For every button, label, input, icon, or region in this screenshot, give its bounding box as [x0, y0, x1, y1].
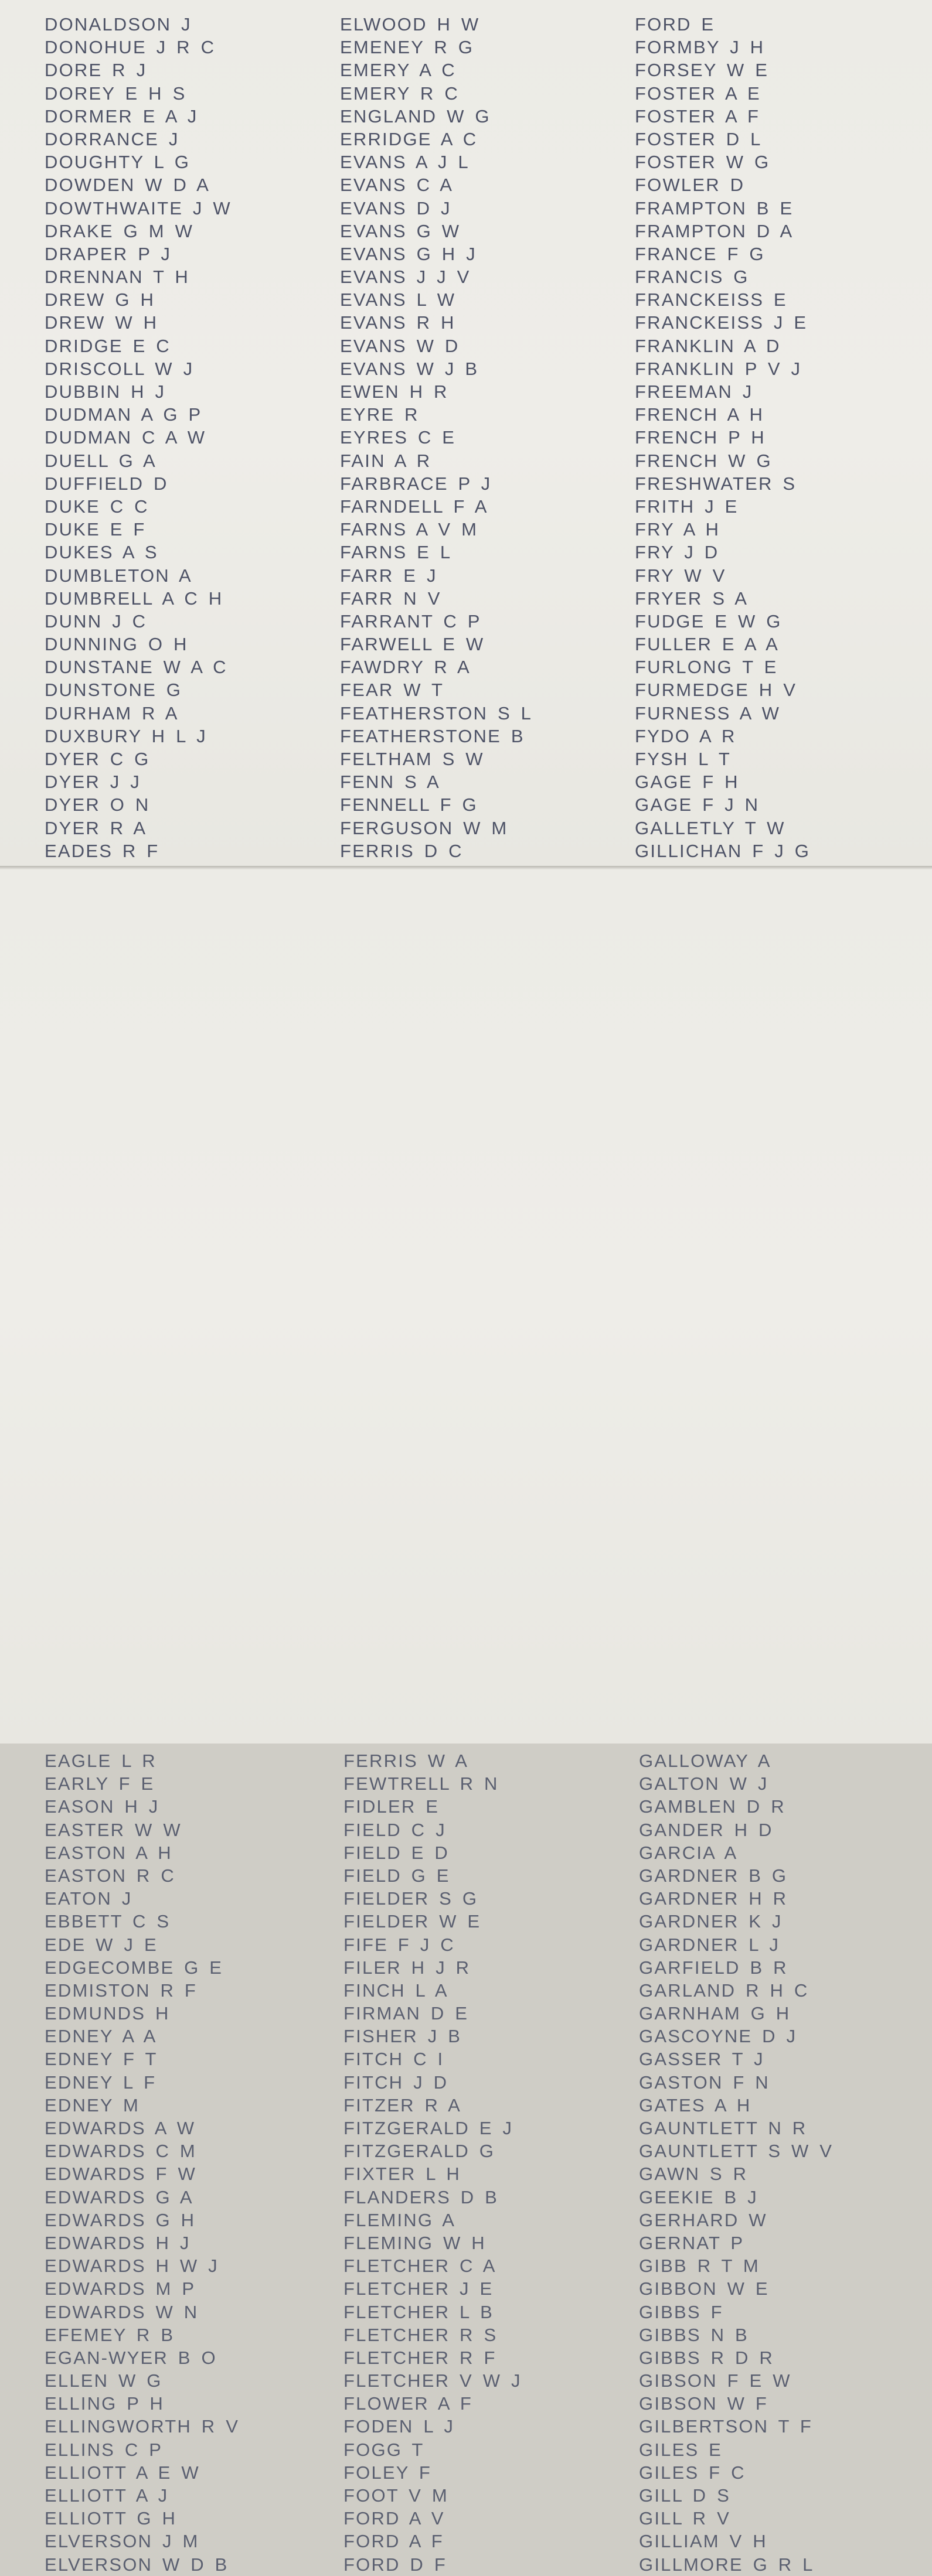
engraved-name: FOLEY F [343, 2462, 432, 2483]
engraved-name: GIBB R T M [639, 2256, 760, 2277]
engraved-name: EBBETT C S [45, 1911, 171, 1932]
engraved-name: EATON J [45, 1888, 132, 1909]
engraved-name: DUKE C C [45, 496, 149, 517]
engraved-name: EVANS D J [340, 197, 451, 219]
engraved-name: FRANCIS G [635, 267, 749, 288]
engraved-name: EDGECOMBE G E [45, 1957, 223, 1978]
engraved-name: FLETCHER V W J [343, 2370, 522, 2391]
engraved-name: DUDMAN A G P [45, 404, 202, 425]
name-column [635, 13, 810, 862]
engraved-name: FRENCH W G [635, 450, 772, 471]
engraved-name: GERNAT P [639, 2232, 744, 2253]
engraved-name: GARFIELD B R [639, 1957, 788, 1978]
engraved-name: FRY W V [635, 565, 726, 586]
engraved-name: FEATHERSTON S L [340, 702, 533, 724]
engraved-name: FITCH J D [343, 2072, 448, 2093]
engraved-name: FEAR W T [340, 680, 444, 701]
engraved-name: GARLAND R H C [639, 1980, 809, 2001]
engraved-name: EVANS C A [340, 175, 454, 196]
engraved-name: FLEMING A [343, 2209, 456, 2230]
engraved-name: FRENCH P H [635, 427, 766, 448]
engraved-name: ELLING P H [45, 2393, 165, 2414]
engraved-name: GILL R V [639, 2508, 730, 2529]
engraved-name: EVANS A J L [340, 152, 470, 173]
engraved-name: DYER O N [45, 794, 150, 816]
engraved-name: DUKE E F [45, 519, 146, 540]
engraved-name: GIBSON W F [639, 2393, 768, 2414]
engraved-name: DUNN J C [45, 610, 147, 632]
engraved-name: GASCOYNE D J [639, 2026, 797, 2047]
engraved-name: DURHAM R A [45, 702, 179, 724]
engraved-name: DUMBRELL A C H [45, 588, 223, 609]
engraved-name: FARR N V [340, 588, 441, 609]
engraved-name: EASTON A H [45, 1842, 172, 1863]
engraved-name: EDE W J E [45, 1934, 158, 1955]
engraved-name: FINCH L A [343, 1980, 448, 2001]
engraved-name: FLETCHER L B [343, 2301, 494, 2322]
engraved-name: DRAPER P J [45, 243, 172, 264]
engraved-name: FIELDER S G [343, 1888, 478, 1909]
engraved-name: FENNELL F G [340, 794, 478, 816]
engraved-name: EVANS J J V [340, 267, 471, 288]
name-column [343, 1749, 522, 2576]
engraved-name: EVANS G H J [340, 243, 477, 264]
engraved-name: FLETCHER R S [343, 2324, 498, 2345]
engraved-name: FRENCH A H [635, 404, 764, 425]
engraved-name: ELLIOTT A J [45, 2485, 169, 2506]
engraved-name: DYER J J [45, 772, 141, 793]
engraved-name: EYRE R [340, 404, 419, 425]
engraved-name: GARDNER L J [639, 1934, 780, 1955]
engraved-name: EDWARDS G H [45, 2209, 196, 2230]
engraved-name: DUFFIELD D [45, 473, 168, 494]
engraved-name: DOWTHWAITE J W [45, 197, 232, 219]
engraved-name: GARDNER B G [639, 1865, 788, 1886]
engraved-name: DOREY E H S [45, 83, 186, 104]
engraved-name: DUMBLETON A [45, 565, 192, 586]
engraved-name: FLEMING W H [343, 2232, 486, 2253]
engraved-name: FERRIS W A [343, 1751, 469, 1771]
engraved-name: GILLIAM V H [639, 2531, 767, 2552]
engraved-name: GAGE F H [635, 772, 739, 793]
engraved-name: GATES A H [639, 2094, 751, 2116]
engraved-name: FORMBY J H [635, 37, 765, 58]
engraved-name: EWEN H R [340, 381, 448, 402]
engraved-name: GANDER H D [639, 1819, 773, 1840]
engraved-name: FILER H J R [343, 1957, 471, 1978]
engraved-name: EDNEY A A [45, 2026, 157, 2047]
engraved-name: ELLIOTT G H [45, 2508, 177, 2529]
engraved-name: GIBSON F E W [639, 2370, 791, 2391]
engraved-name: EASTON R C [45, 1865, 175, 1886]
engraved-name: GILES E [639, 2439, 723, 2460]
engraved-name: EMERY A C [340, 60, 456, 81]
engraved-name: FULLER E A A [635, 634, 780, 655]
engraved-name: FITCH C I [343, 2049, 444, 2070]
engraved-name: EDWARDS H J [45, 2232, 191, 2253]
engraved-name: EDNEY M [45, 2094, 140, 2116]
engraved-name: DUKES A S [45, 542, 158, 563]
engraved-name: FARR E J [340, 565, 437, 586]
engraved-name: FRY J D [635, 542, 719, 563]
engraved-name: ELLIOTT A E W [45, 2462, 200, 2483]
engraved-name: GALLETLY T W [635, 817, 785, 838]
engraved-name: ELVERSON J M [45, 2531, 199, 2552]
engraved-name: FRANKLIN A D [635, 335, 781, 356]
engraved-name: EDMISTON R F [45, 1980, 198, 2001]
engraved-name: GAUNTLETT N R [639, 2118, 807, 2138]
engraved-name: EFEMEY R B [45, 2324, 175, 2345]
engraved-name: FISHER J B [343, 2026, 462, 2047]
engraved-name: DORRANCE J [45, 128, 179, 149]
engraved-name: GERHARD W [639, 2209, 767, 2230]
engraved-name: EDNEY L F [45, 2072, 157, 2093]
engraved-name: EGAN-WYER B O [45, 2347, 217, 2368]
engraved-name: FORD E [635, 14, 715, 35]
engraved-name: DRENNAN T H [45, 267, 189, 288]
engraved-name: EDWARDS C M [45, 2141, 196, 2162]
engraved-name: FYSH L T [635, 749, 731, 769]
engraved-name: EDWARDS F W [45, 2164, 196, 2185]
engraved-name: GIBBS N B [639, 2324, 749, 2345]
engraved-name: GILBERTSON T F [639, 2416, 813, 2437]
engraved-name: FARNDELL F A [340, 496, 488, 517]
engraved-name: FOSTER D L [635, 128, 762, 149]
engraved-name: EASTER W W [45, 1819, 182, 1840]
plaque-panel-top [0, 0, 932, 866]
engraved-name: GAWN S R [639, 2164, 748, 2185]
engraved-name: FIELD E D [343, 1842, 449, 1863]
engraved-name: EYRES C E [340, 427, 456, 448]
engraved-name: EMERY R C [340, 83, 459, 104]
engraved-name: GAGE F J N [635, 794, 760, 816]
engraved-name: GALLOWAY A [639, 1751, 771, 1771]
engraved-name: FEWTRELL R N [343, 1773, 499, 1794]
engraved-name: FOSTER A E [635, 83, 761, 104]
engraved-name: FORSEY W E [635, 60, 769, 81]
engraved-name: FARNS E L [340, 542, 452, 563]
engraved-name: GASSER T J [639, 2049, 764, 2070]
engraved-name: DOUGHTY L G [45, 152, 191, 173]
engraved-name: FELTHAM S W [340, 749, 484, 769]
engraved-name: EDWARDS M P [45, 2278, 196, 2299]
engraved-name: FRANCKEISS E [635, 289, 787, 311]
engraved-name: DONOHUE J R C [45, 37, 216, 58]
engraved-name: EASON H J [45, 1796, 159, 1817]
engraved-name: EDWARDS A W [45, 2118, 196, 2138]
engraved-name: FRANKLIN P V J [635, 358, 802, 379]
engraved-name: EARLY F E [45, 1773, 155, 1794]
engraved-name: DRIDGE E C [45, 335, 171, 356]
engraved-name: FLANDERS D B [343, 2186, 499, 2207]
engraved-name: FRITH J E [635, 496, 739, 517]
engraved-name: ELLEN W G [45, 2370, 162, 2391]
engraved-name: EVANS W D [340, 335, 460, 356]
engraved-name: FRAMPTON D A [635, 220, 794, 241]
engraved-name: ELLINS C P [45, 2439, 163, 2460]
engraved-name: GILLICHAN F J G [635, 840, 811, 861]
engraved-name: FARWELL E W [340, 634, 485, 655]
engraved-name: FRANCKEISS J E [635, 312, 808, 333]
engraved-name: FITZGERALD G [343, 2141, 495, 2162]
engraved-name: FREEMAN J [635, 381, 753, 402]
engraved-name: FORD D F [343, 2554, 447, 2575]
engraved-name: FIELDER W E [343, 1911, 481, 1932]
engraved-name: FAWDRY R A [340, 657, 471, 678]
engraved-name: GIBBON W E [639, 2278, 769, 2299]
engraved-name: GILLMORE G R L [639, 2554, 814, 2575]
engraved-name: FURLONG T E [635, 657, 778, 678]
engraved-name: FRYER S A [635, 588, 749, 609]
engraved-name: GILES F C [639, 2462, 746, 2483]
engraved-name: GEEKIE B J [639, 2186, 758, 2207]
engraved-name: DRAKE G M W [45, 220, 194, 241]
engraved-name: ELVERSON W D B [45, 2554, 229, 2575]
engraved-name: EDWARDS G A [45, 2186, 193, 2207]
engraved-name: FEATHERSTONE B [340, 725, 525, 746]
engraved-name: FYDO A R [635, 725, 736, 746]
engraved-name: ERRIDGE A C [340, 128, 478, 149]
engraved-name: ELWOOD H W [340, 14, 480, 35]
engraved-name: FLOWER A F [343, 2393, 473, 2414]
engraved-name: FRAMPTON B E [635, 197, 794, 219]
engraved-name: FIELD C J [343, 1819, 446, 1840]
engraved-name: FLETCHER C A [343, 2256, 496, 2277]
engraved-name: FRANCE F G [635, 243, 765, 264]
engraved-name: EMENEY R G [340, 37, 474, 58]
engraved-name: EADES R F [45, 840, 159, 861]
engraved-name: FARBRACE P J [340, 473, 492, 494]
engraved-name: FERRIS D C [340, 840, 463, 861]
engraved-name: FOOT V M [343, 2485, 448, 2506]
engraved-name: DONALDSON J [45, 14, 192, 35]
name-column [45, 13, 232, 862]
engraved-name: GILL D S [639, 2485, 730, 2506]
engraved-name: FOWLER D [635, 175, 745, 196]
engraved-name: DORE R J [45, 60, 147, 81]
engraved-name: FODEN L J [343, 2416, 455, 2437]
engraved-name: EVANS R H [340, 312, 455, 333]
engraved-name: GALTON W J [639, 1773, 768, 1794]
engraved-name: DYER R A [45, 817, 147, 838]
engraved-name: EVANS L W [340, 289, 456, 311]
engraved-name: FOSTER W G [635, 152, 770, 173]
engraved-name: DUNSTANE W A C [45, 657, 227, 678]
engraved-name: EDMUNDS H [45, 2003, 170, 2024]
name-column [45, 1749, 239, 2576]
engraved-name: DOWDEN W D A [45, 175, 210, 196]
engraved-name: EDWARDS W N [45, 2301, 199, 2322]
engraved-name: GAMBLEN D R [639, 1796, 785, 1817]
engraved-name: DUXBURY H L J [45, 725, 207, 746]
engraved-name: FORD A F [343, 2531, 444, 2552]
engraved-name: FLETCHER R F [343, 2347, 496, 2368]
engraved-name: DREW G H [45, 289, 155, 311]
engraved-name: FURMEDGE H V [635, 680, 797, 701]
engraved-name: FENN S A [340, 772, 440, 793]
engraved-name: GAUNTLETT S W V [639, 2141, 834, 2162]
name-column [639, 1749, 833, 2576]
engraved-name: GIBBS F [639, 2301, 723, 2322]
engraved-name: FRESHWATER S [635, 473, 797, 494]
engraved-name: EDWARDS H W J [45, 2256, 219, 2277]
engraved-name: FIELD G E [343, 1865, 450, 1886]
engraved-name: DUBBIN H J [45, 381, 166, 402]
engraved-name: GARCIA A [639, 1842, 738, 1863]
engraved-name: FITZER R A [343, 2094, 462, 2116]
engraved-name: FIFE F J C [343, 1934, 455, 1955]
engraved-name: EVANS G W [340, 220, 461, 241]
engraved-name: DUNNING O H [45, 634, 188, 655]
engraved-name: FURNESS A W [635, 702, 781, 724]
engraved-name: GIBBS R D R [639, 2347, 774, 2368]
engraved-name: FITZGERALD E J [343, 2118, 513, 2138]
engraved-name: DUELL G A [45, 450, 157, 471]
engraved-name: FIRMAN D E [343, 2003, 469, 2024]
engraved-name: FARNS A V M [340, 519, 478, 540]
engraved-name: EVANS W J B [340, 358, 479, 379]
engraved-name: FIDLER E [343, 1796, 440, 1817]
engraved-name: FAIN A R [340, 450, 431, 471]
engraved-name: FORD A V [343, 2508, 445, 2529]
engraved-name: GARDNER H R [639, 1888, 788, 1909]
engraved-name: DUDMAN C A W [45, 427, 206, 448]
engraved-name: FUDGE E W G [635, 610, 782, 632]
engraved-name: FRY A H [635, 519, 720, 540]
engraved-name: FOSTER A F [635, 105, 760, 127]
plaque-panel-bottom [0, 869, 932, 2575]
engraved-name: DRISCOLL W J [45, 358, 194, 379]
engraved-name: FERGUSON W M [340, 817, 508, 838]
engraved-name: GARDNER K J [639, 1911, 783, 1932]
name-column [340, 13, 532, 862]
engraved-name: DREW W H [45, 312, 158, 333]
engraved-name: FARRANT C P [340, 610, 481, 632]
engraved-name: FLETCHER J E [343, 2278, 494, 2299]
engraved-name: ENGLAND W G [340, 105, 491, 127]
engraved-name: GASTON F N [639, 2072, 770, 2093]
engraved-name: EAGLE L R [45, 1751, 157, 1771]
engraved-name: DORMER E A J [45, 105, 198, 127]
engraved-name: FIXTER L H [343, 2164, 461, 2185]
engraved-name: ELLINGWORTH R V [45, 2416, 240, 2437]
engraved-name: EDNEY F T [45, 2049, 158, 2070]
engraved-name: DUNSTONE G [45, 680, 182, 701]
engraved-name: FOGG T [343, 2439, 424, 2460]
engraved-name: DYER C G [45, 749, 150, 769]
engraved-name: GARNHAM G H [639, 2003, 791, 2024]
